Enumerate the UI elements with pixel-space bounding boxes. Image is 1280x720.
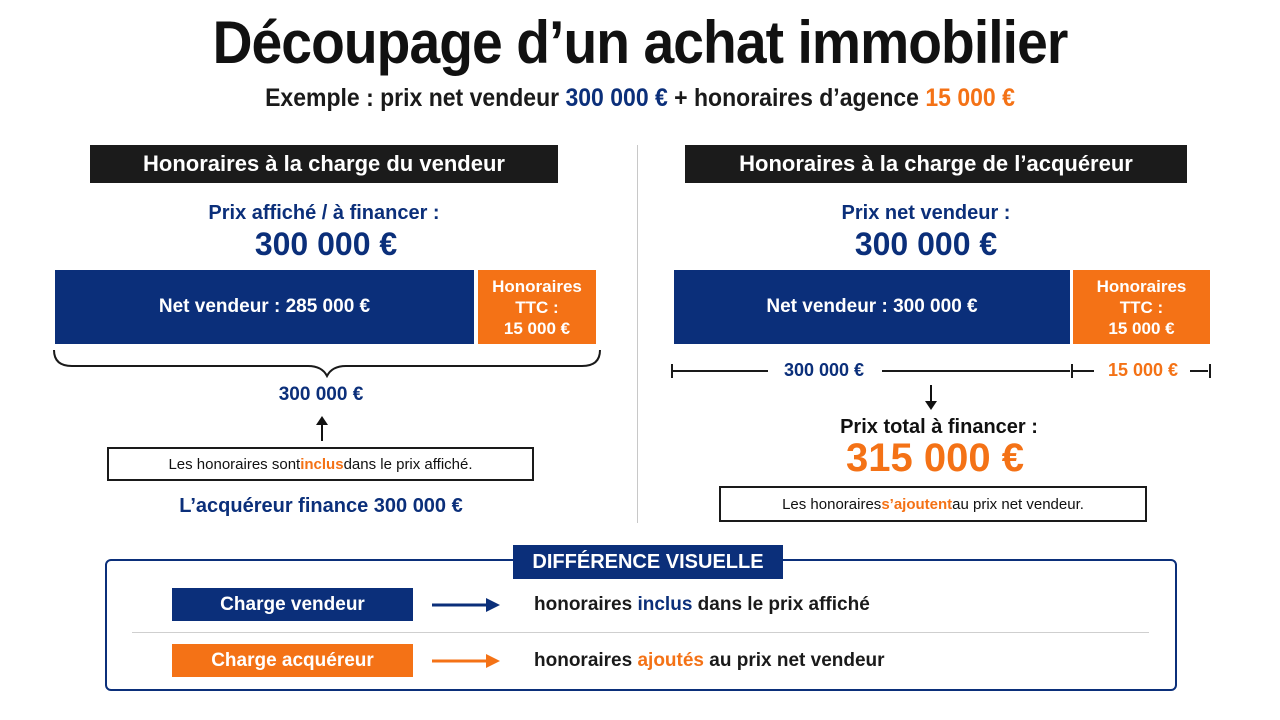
left-note: [107, 447, 534, 481]
navy-arrow-icon: [430, 596, 502, 614]
row2-after: au prix net vendeur: [704, 650, 885, 671]
row2-before: honoraires: [534, 650, 638, 671]
left-conclusion: L’acquéreur finance 300 000 €: [179, 495, 463, 517]
left-fees-line-3: 15 000 €: [503, 318, 571, 338]
left-bar-fees: [478, 270, 596, 344]
chip-charge-vendeur: Charge vendeur: [172, 588, 413, 621]
left-bar-net: Net vendeur : 285 000 €: [55, 270, 474, 344]
left-label: Prix affiché / à financer :: [208, 202, 440, 224]
right-span-net: 300 000 €: [783, 360, 865, 380]
row1-highlight: inclus: [637, 594, 693, 615]
row2-highlight: ajoutés: [637, 650, 705, 671]
right-note: [719, 486, 1147, 522]
orange-arrow-icon: [430, 652, 502, 670]
left-brace-total: 300 000 €: [278, 384, 364, 405]
right-bar-fees: [1073, 270, 1210, 344]
right-amount: 300 000 €: [854, 226, 998, 262]
right-header: Honoraires à la charge de l’acquéreur: [685, 145, 1187, 183]
right-bar-net: Net vendeur : 300 000 €: [674, 270, 1070, 344]
right-total-label: Prix total à financer :: [840, 416, 1038, 438]
right-span-fees: 15 000 €: [1107, 360, 1179, 380]
left-brace: [50, 348, 605, 378]
row1-after: dans le prix affiché: [692, 594, 870, 615]
right-note-after: au prix net vendeur.: [952, 495, 1084, 513]
column-divider: [637, 145, 638, 523]
difference-row-1-text: [534, 594, 870, 616]
subtitle-prefix: Exemple : prix net vendeur: [265, 84, 566, 112]
chip-charge-acquereur: Charge acquéreur: [172, 644, 413, 677]
right-fees-line-2: TTC :: [1119, 297, 1164, 317]
left-note-highlight: inclus: [300, 455, 344, 473]
subtitle-fees: 15 000 €: [925, 84, 1015, 112]
difference-title: DIFFÉRENCE VISUELLE: [513, 545, 783, 579]
left-header: Honoraires à la charge du vendeur: [90, 145, 558, 183]
page-title: Découpage d’un achat immobilier: [212, 9, 1068, 76]
subtitle-price: 300 000 €: [565, 84, 668, 112]
right-label: Prix net vendeur :: [841, 202, 1011, 224]
left-fees-line-1: Honoraires: [492, 276, 582, 296]
left-amount: 300 000 €: [254, 226, 398, 262]
right-fees-line-3: 15 000 €: [1108, 318, 1175, 338]
subtitle-middle: + honoraires d’agence: [667, 84, 926, 112]
difference-separator: [132, 632, 1149, 633]
right-down-arrow-icon: [923, 384, 939, 410]
row1-before: honoraires: [534, 594, 638, 615]
right-note-before: Les honoraires: [782, 495, 882, 513]
difference-row-2-text: [534, 650, 885, 672]
left-note-after: dans le prix affiché.: [343, 455, 473, 473]
right-note-highlight: s’ajoutent: [881, 495, 953, 513]
page-subtitle: [51, 84, 1229, 113]
right-fees-line-1: Honoraires: [1096, 276, 1187, 296]
left-up-arrow-icon: [314, 416, 330, 442]
left-note-before: Les honoraires sont: [168, 455, 301, 473]
right-total-amount: 315 000 €: [846, 436, 1024, 480]
left-fees-line-2: TTC :: [515, 297, 559, 317]
